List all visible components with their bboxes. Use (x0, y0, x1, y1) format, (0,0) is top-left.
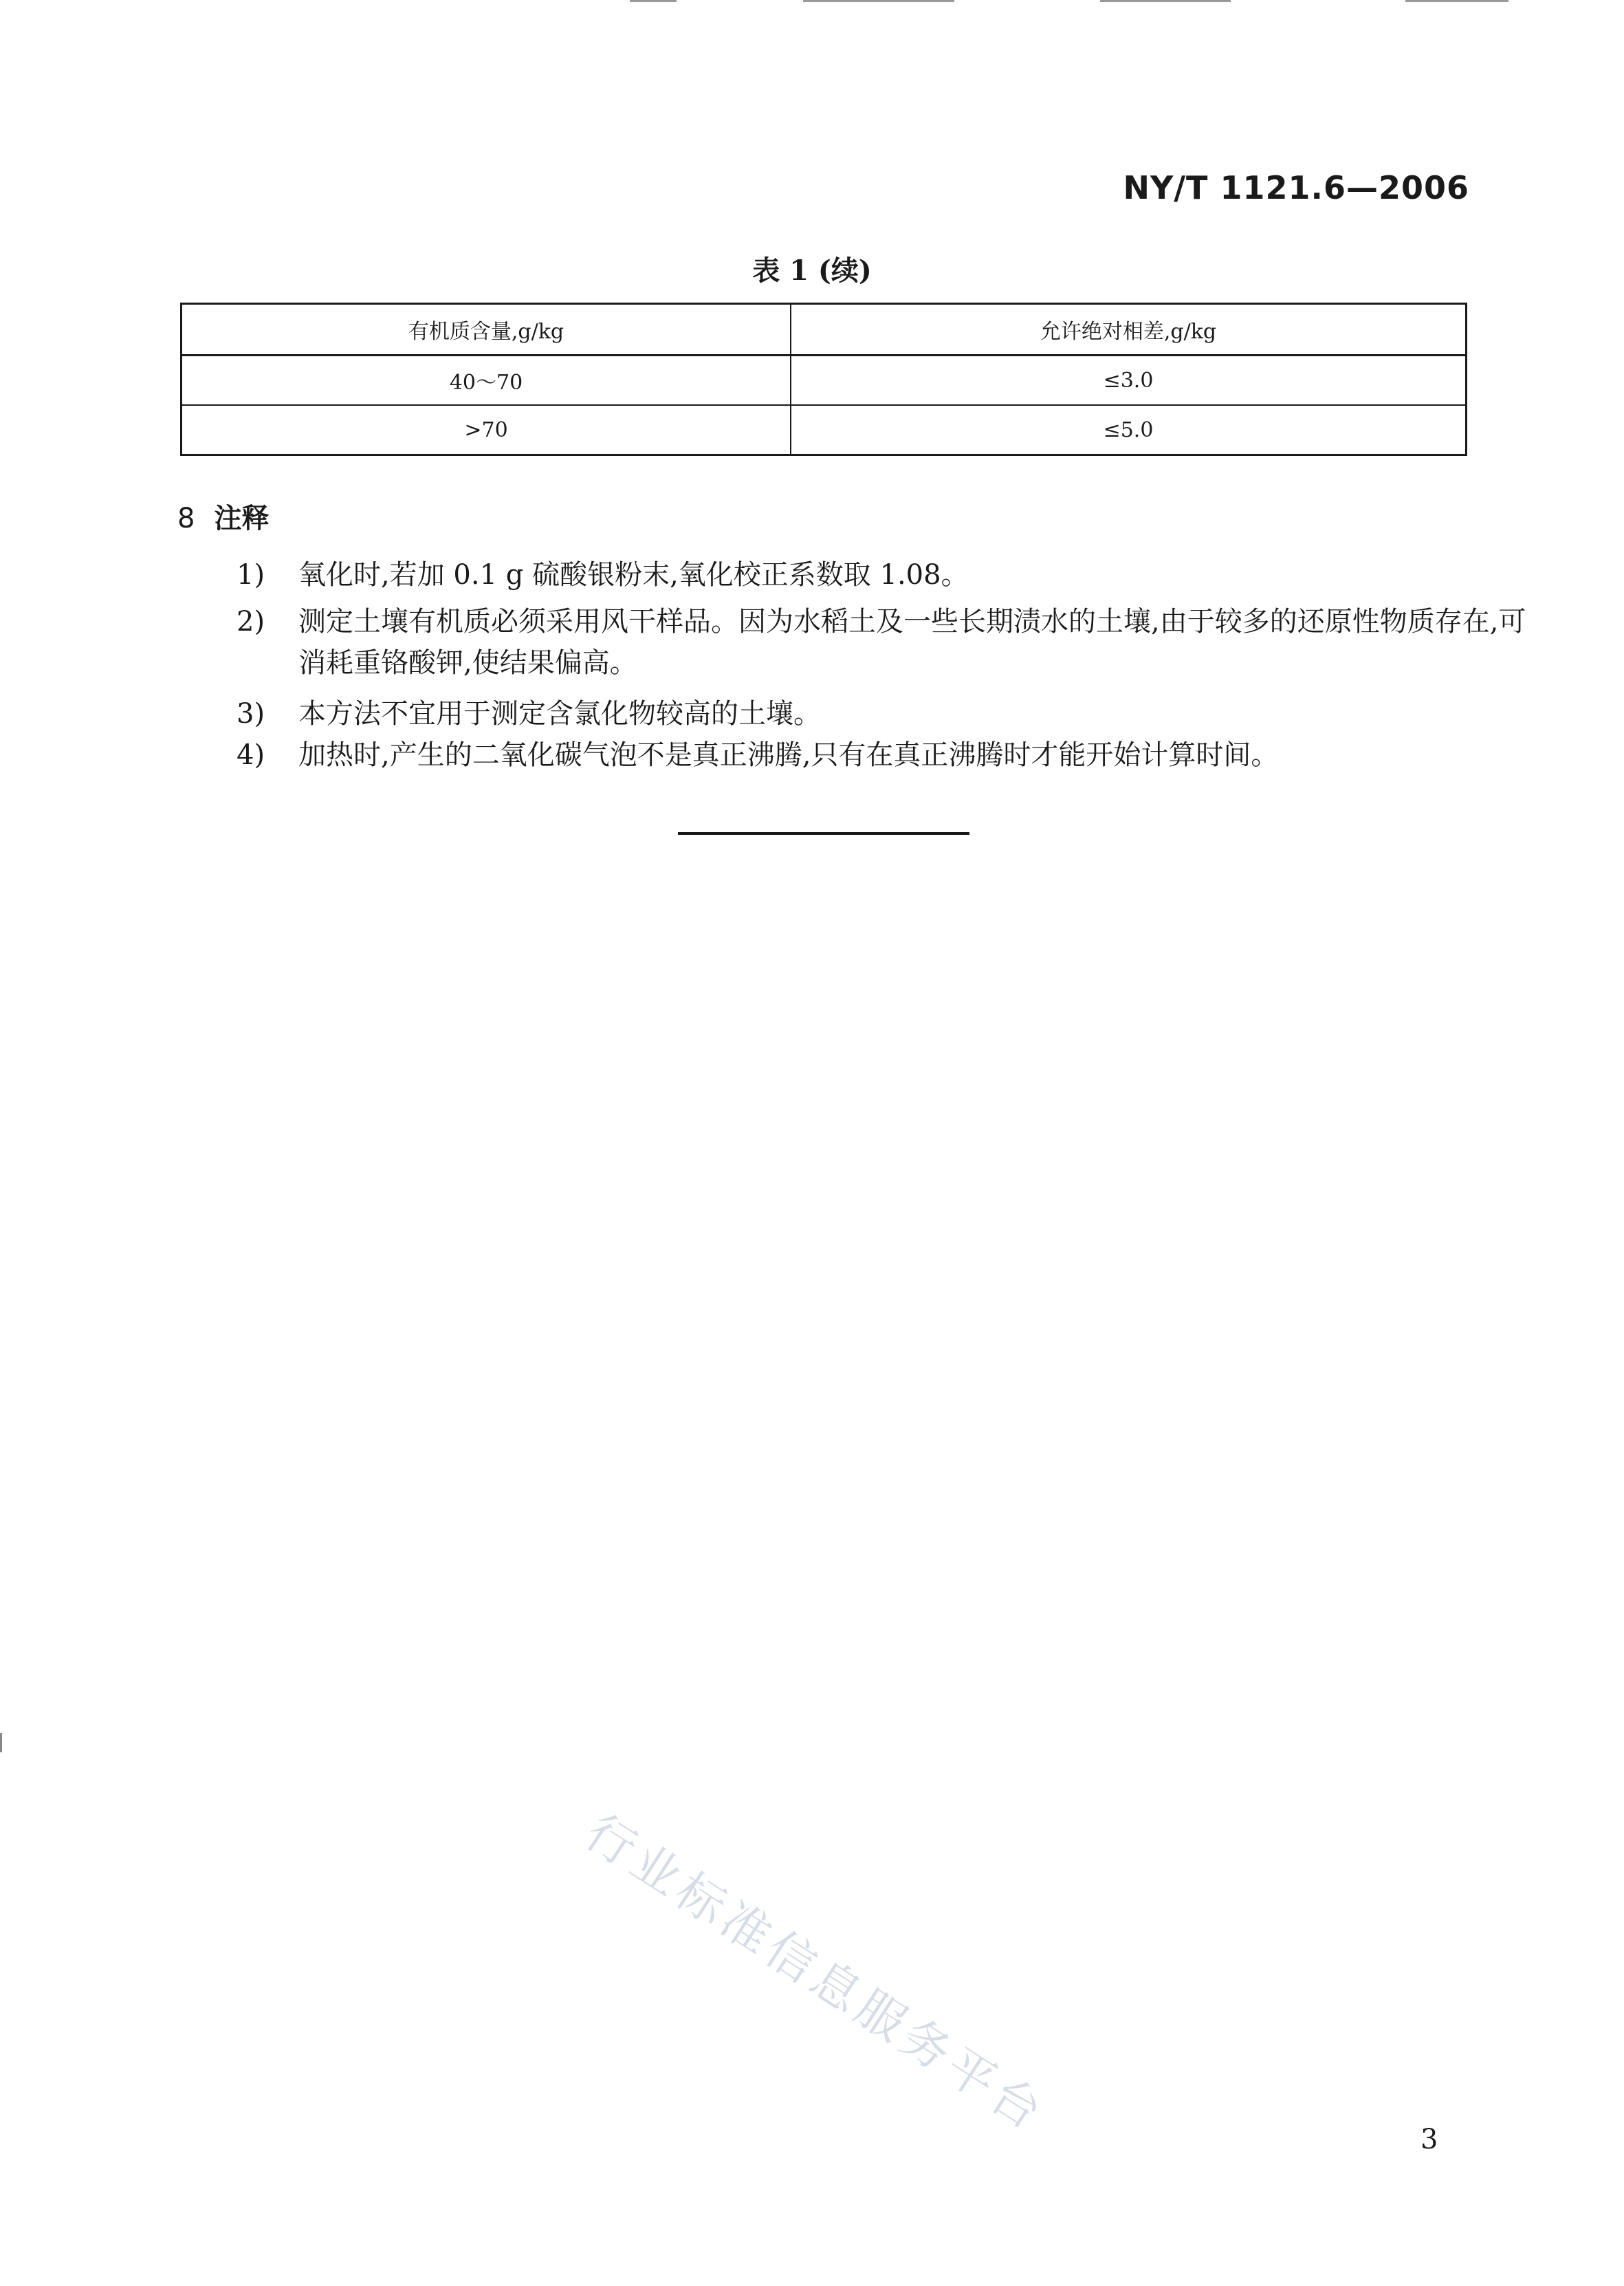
note-index: 1) (237, 559, 265, 591)
table-cell: 40～70 (182, 356, 791, 406)
section-title: 注释 (214, 503, 270, 534)
table-caption: 表 1 (续) (752, 254, 872, 287)
tolerance-table (180, 303, 1467, 456)
note-text: 加热时,产生的二氧化碳气泡不是真正沸腾,只有在真正沸腾时才能开始计算时间。 (298, 739, 1279, 771)
table-cell: >70 (182, 405, 791, 455)
note-text: 测定土壤有机质必须采用风干样品。因为水稻土及一些长期渍水的土壤,由于较多的还原性物质存在,可消耗重铬酸钾,使结果偏高。 (298, 606, 1526, 679)
note-text: 本方法不宜用于测定含氯化物较高的土壤。 (298, 698, 821, 730)
table-cell: ≤3.0 (791, 356, 1467, 406)
note-index: 4) (237, 739, 265, 771)
section-heading (177, 497, 269, 536)
note-text: 氧化时,若加 0.1 g 硫酸银粉末,氧化校正系数取 1.08。 (298, 559, 969, 591)
page-number: 3 (1420, 2124, 1438, 2155)
column-header-organic-matter: 有机质含量,g/kg (182, 304, 791, 356)
scan-edge-mark (1405, 0, 1508, 2)
scan-margin-mark (0, 1733, 2, 1752)
watermark: 行业标准信息服务平台 (575, 1803, 1056, 2144)
table-row (182, 405, 1467, 455)
note-item (237, 554, 969, 596)
section-number: 8 (177, 503, 195, 534)
scan-edge-mark (1100, 0, 1231, 2)
table-cell: ≤5.0 (791, 405, 1467, 455)
table-header-row (182, 304, 1467, 356)
scan-edge-mark (803, 0, 954, 2)
note-item (237, 601, 1526, 679)
note-index: 3) (237, 698, 265, 730)
end-of-document-rule (678, 832, 969, 835)
note-item (237, 693, 821, 734)
table-row (182, 356, 1467, 406)
standard-code: NY/T 1121.6—2006 (1123, 169, 1469, 206)
note-index: 2) (237, 606, 265, 638)
scan-edge-mark (630, 0, 677, 2)
note-item (237, 734, 1279, 776)
column-header-allowed-difference: 允许绝对相差,g/kg (791, 304, 1467, 356)
